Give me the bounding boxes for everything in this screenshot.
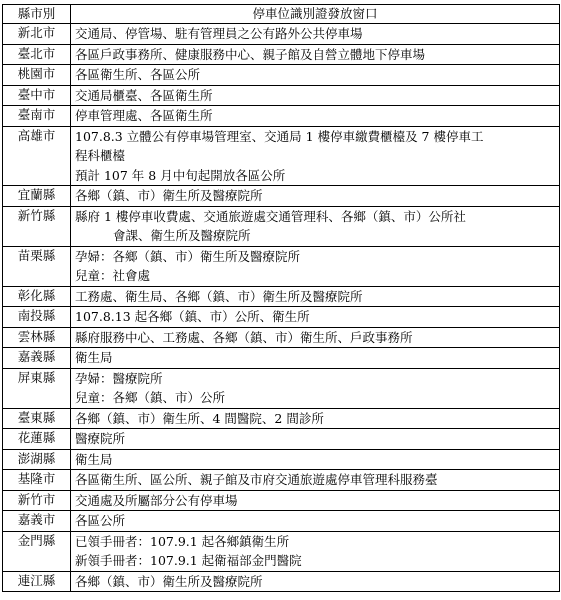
region-cell: 雲林縣 (3, 327, 71, 348)
region-cell: 新北市 (3, 24, 71, 45)
table-row (3, 307, 560, 328)
region-cell: 澎湖縣 (3, 449, 71, 470)
window-line: 各區衛生所、各區公所 (75, 67, 201, 82)
window-cell (71, 206, 560, 246)
table-row (3, 106, 560, 127)
window-line: 孕婦：醫療院所 (75, 370, 163, 386)
window-line: 交通局櫃臺、各區衛生所 (75, 87, 213, 103)
window-cell (71, 44, 560, 65)
window-line: 各區戶政事務所、健康服務中心、親子館及自營立體地下停車場 (75, 46, 426, 62)
window-line: 衛生局 (75, 451, 113, 467)
window-line: 各區衛生所、區公所、親子館及市府交通旅遊處停車管理科服務臺 (75, 472, 438, 487)
window-cell (71, 106, 560, 127)
window-cell (71, 531, 560, 571)
window-line: 衛生局 (75, 350, 113, 365)
window-line: 停車管理處、各區衛生所 (75, 108, 213, 123)
window-line: 孕婦：各鄉（鎮、市）衛生所及醫療院所 (75, 248, 301, 264)
table-row (3, 44, 560, 65)
region-cell: 連江縣 (3, 571, 71, 592)
window-line: 縣府服務中心、工務處、各鄉（鎮、市）衛生所、戶政事務所 (75, 329, 413, 345)
window-line: 新領手冊者：107.9.1 起衛福部金門醫院 (75, 553, 302, 568)
window-line: 各鄉（鎮、市）衛生所及醫療院所 (75, 573, 263, 589)
region-cell: 臺中市 (3, 85, 71, 106)
region-cell: 金門縣 (3, 531, 71, 571)
window-cell (71, 368, 560, 408)
window-line: 107.8.3 立體公有停車場管理室、交通局 1 樓停車繳費櫃檯及 7 樓停車工 (75, 128, 484, 144)
table-body (3, 24, 560, 592)
window-line: 各鄉（鎮、市）衛生所及醫療院所 (75, 188, 263, 203)
window-cell (71, 24, 560, 45)
table-row (3, 286, 560, 307)
window-line: 兒童：各鄉（鎮、市）公所 (75, 390, 226, 405)
region-cell: 臺北市 (3, 44, 71, 65)
region-cell: 高雄市 (3, 126, 71, 186)
table-row (3, 449, 560, 470)
table-row (3, 470, 560, 491)
window-cell (71, 408, 560, 429)
window-line: 已領手冊者：107.9.1 起各鄉鎮衛生所 (75, 533, 290, 549)
window-cell (71, 65, 560, 86)
table-row (3, 368, 560, 408)
window-cell (71, 429, 560, 450)
window-line: 會課、衛生所及醫療院所 (113, 228, 251, 243)
window-line: 縣府 1 樓停車收費處、交通旅遊處交通管理科、各鄉（鎮、市）公所社 (75, 208, 466, 224)
window-line: 交通局、停管場、駐有管理員之公有路外公共停車場 (75, 26, 363, 41)
window-line: 醫療院所 (75, 431, 126, 446)
window-line: 各鄉（鎮、市）衛生所、4 間醫院、2 間診所 (75, 410, 324, 426)
region-cell: 屏東縣 (3, 368, 71, 408)
region-cell: 桃園市 (3, 65, 71, 86)
window-cell (71, 511, 560, 532)
window-cell (71, 85, 560, 106)
region-cell: 新竹市 (3, 490, 71, 511)
window-line: 程科櫃檯 (75, 148, 126, 163)
region-cell: 嘉義市 (3, 511, 71, 532)
region-cell: 花蓮縣 (3, 429, 71, 450)
table-row (3, 206, 560, 246)
table-row (3, 429, 560, 450)
window-line: 各區公所 (75, 513, 126, 528)
window-line: 預計 107 年 8 月中旬起開放各區公所 (75, 167, 286, 183)
table-row (3, 511, 560, 532)
window-cell (71, 126, 560, 186)
window-cell (71, 307, 560, 328)
window-line: 交通處及所屬部分公有停車場 (75, 492, 238, 508)
table-row (3, 85, 560, 106)
region-cell: 臺東縣 (3, 408, 71, 429)
region-cell: 臺南市 (3, 106, 71, 127)
table-row (3, 65, 560, 86)
table-row (3, 531, 560, 571)
region-cell: 南投縣 (3, 307, 71, 328)
window-cell (71, 490, 560, 511)
window-cell (71, 327, 560, 348)
table-row (3, 246, 560, 286)
window-cell (71, 449, 560, 470)
table-row (3, 408, 560, 429)
parking-permit-window-table (2, 4, 560, 592)
table-row (3, 24, 560, 45)
region-cell: 新竹縣 (3, 206, 71, 246)
table-row (3, 186, 560, 207)
table-row (3, 571, 560, 592)
window-cell (71, 286, 560, 307)
window-cell (71, 186, 560, 207)
window-line: 工務處、衛生局、各鄉（鎮、市）衛生所及醫療院所 (75, 288, 363, 304)
region-cell: 宜蘭縣 (3, 186, 71, 207)
window-cell (71, 571, 560, 592)
window-cell (71, 246, 560, 286)
region-cell: 嘉義縣 (3, 348, 71, 369)
table-row (3, 490, 560, 511)
header-region: 縣市別 (3, 5, 71, 24)
table-row (3, 126, 560, 186)
region-cell: 苗栗縣 (3, 246, 71, 286)
region-cell: 彰化縣 (3, 286, 71, 307)
table-row (3, 327, 560, 348)
window-line: 兒童：社會處 (75, 268, 151, 283)
window-cell (71, 348, 560, 369)
table-row (3, 348, 560, 369)
region-cell: 基隆市 (3, 470, 71, 491)
window-cell (71, 470, 560, 491)
table-header-row (3, 5, 560, 24)
header-window: 停車位識別證發放窗口 (71, 5, 560, 24)
window-line: 107.8.13 起各鄉（鎮、市）公所、衛生所 (75, 309, 310, 324)
